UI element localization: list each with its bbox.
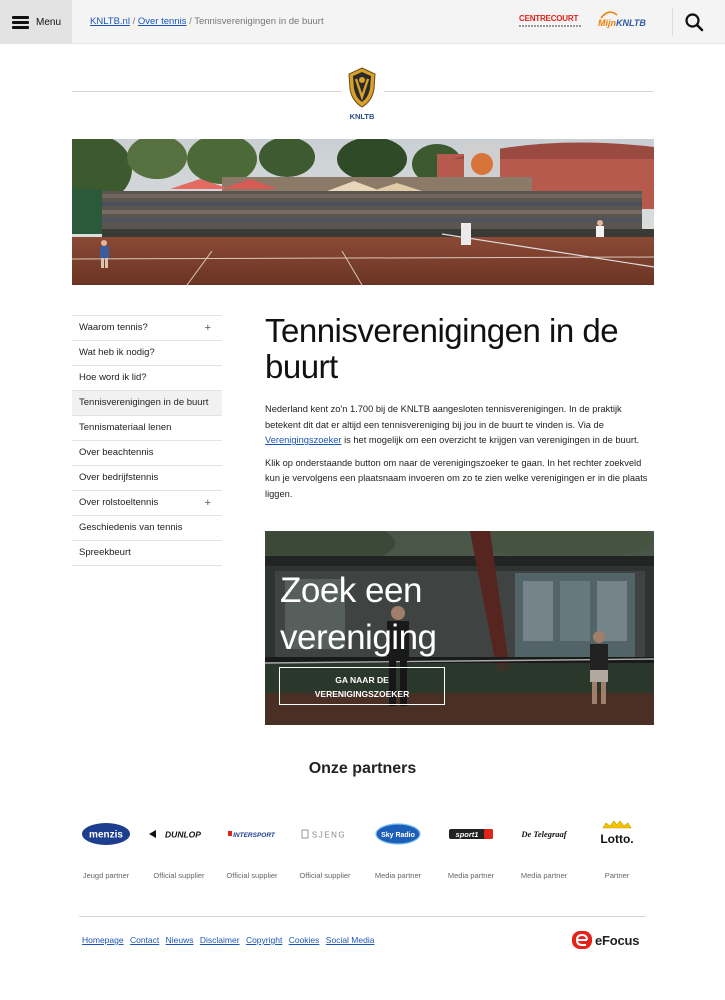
- cta-title-line1: Zoek een: [280, 571, 422, 610]
- sidebar-item-label: Tennisverenigingen in de buurt: [79, 397, 209, 408]
- divider: [672, 8, 673, 36]
- sidebar-item-spreekbeurt[interactable]: [72, 541, 222, 566]
- top-bar: [0, 0, 725, 44]
- centrecourt-logo[interactable]: [519, 14, 581, 31]
- footer-link-nieuws[interactable]: Nieuws: [165, 935, 194, 945]
- knltb-logo-text: KNLTB: [349, 112, 375, 121]
- partner-label: Official supplier: [226, 871, 278, 880]
- svg-text:DUNLOP: DUNLOP: [165, 829, 201, 840]
- partner-telegraaf[interactable]: [508, 818, 580, 883]
- menu-label: Menu: [36, 16, 62, 28]
- footer-link-disclaimer[interactable]: Disclaimer: [199, 935, 240, 945]
- partner-sport1[interactable]: [435, 818, 507, 883]
- sidebar-item-tennisverenigingen[interactable]: [72, 391, 222, 416]
- hamburger-icon: [12, 16, 29, 29]
- partners-title: Onze partners: [308, 760, 417, 777]
- partner-label: Media partner: [447, 871, 495, 880]
- dunlop-logo: [143, 818, 215, 850]
- svg-text:sport1: sport1: [455, 830, 479, 839]
- svg-text:De Telegraaf: De Telegraaf: [521, 829, 567, 839]
- partner-label: Official supplier: [153, 871, 205, 880]
- partner-skyradio[interactable]: [362, 818, 434, 883]
- sidebar-item-label: Over rolstoeltennis: [79, 497, 159, 508]
- intro-paragraph: Nederland kent zo'n 1.700 bij de KNLTB aangesloten tennisverenigingen. In de praktijk betekent dit dat er altijd een tennisvereniging bij jou in de buurt te vinden is. Via de Verenigingszoeker is het mogelijk om een overzicht te krijgen van verenigingen in de buurt.: [265, 404, 640, 446]
- menu-button[interactable]: [0, 0, 72, 44]
- search-icon: [684, 12, 704, 32]
- sidebar-item-label: Spreekbeurt: [79, 547, 131, 558]
- partner-menzis[interactable]: [70, 818, 142, 883]
- sidebar-item-label: Over bedrijfstennis: [79, 472, 159, 483]
- sidebar-item-label: Over beachtennis: [79, 447, 154, 458]
- efocus-icon: [572, 931, 592, 949]
- sidebar-item-tennismateriaal[interactable]: [72, 416, 222, 441]
- efocus-logo[interactable]: [572, 931, 639, 949]
- footer-link-homepage[interactable]: Homepage: [82, 935, 124, 945]
- sjeng-logo: [289, 818, 361, 850]
- sidebar-item-hoe-word-ik-lid[interactable]: [72, 366, 222, 391]
- logo-divider-right: [384, 91, 654, 92]
- main-content: [265, 313, 655, 503]
- footer-link-social-media[interactable]: Social Media: [325, 935, 375, 945]
- skyradio-logo: [362, 818, 434, 850]
- cta-title-line2: vereniging: [280, 618, 437, 657]
- partner-label: Official supplier: [299, 871, 351, 880]
- sidebar-item-bedrijfstennis[interactable]: [72, 466, 222, 491]
- cta-button-line1: GA NAAR DE: [335, 675, 389, 685]
- svg-text:SJENG: SJENG: [311, 830, 347, 840]
- svg-text:menzis: menzis: [89, 829, 123, 841]
- sidebar-item-wat-heb-ik-nodig[interactable]: [72, 341, 222, 366]
- expand-icon[interactable]: +: [204, 497, 211, 509]
- sidebar-item-label: Wat heb ik nodig?: [79, 347, 155, 358]
- zoek-vereniging-banner[interactable]: [265, 531, 654, 725]
- svg-text:Sky Radio: Sky Radio: [381, 832, 415, 839]
- sport1-logo: [435, 818, 507, 850]
- svg-text:INTERSPORT: INTERSPORT: [233, 832, 275, 839]
- partner-label: Media partner: [520, 871, 568, 880]
- expand-icon[interactable]: +: [204, 322, 211, 334]
- footer-links: [82, 935, 378, 945]
- verenigingszoeker-link[interactable]: Verenigingszoeker: [265, 435, 342, 446]
- sidebar-item-geschiedenis[interactable]: [72, 516, 222, 541]
- breadcrumb-current: Tennisverenigingen in de buurt: [194, 16, 324, 27]
- instruction-paragraph: Klik op onderstaande button om naar de verenigingszoeker te gaan. In het rechter zoekveld kun je vervolgens een plaatsnaam invoeren om zo te zien welke verenigingen er in die plaats liggen.: [265, 457, 648, 499]
- centrecourt-logo-text: CENTRECOURT: [519, 14, 579, 23]
- breadcrumb: [90, 16, 324, 27]
- breadcrumb-parent-link[interactable]: Over tennis: [137, 16, 187, 27]
- partner-intersport[interactable]: [216, 818, 288, 883]
- efocus-logo-text: eFocus: [595, 932, 640, 948]
- hero-image: [72, 139, 654, 285]
- mijnknltb-logo[interactable]: [596, 10, 658, 32]
- telegraaf-logo: [508, 818, 580, 850]
- partner-label: Jeugd partner: [82, 871, 130, 880]
- partner-sjeng[interactable]: [289, 818, 361, 883]
- svg-text:Lotto.: Lotto.: [600, 832, 634, 846]
- mijnknltb-logo-part2: KNLTB: [616, 18, 646, 28]
- intersport-logo: [216, 818, 288, 850]
- footer-divider: [79, 916, 646, 917]
- mijnknltb-logo-part1: Mijn: [598, 18, 616, 28]
- partner-label: Media partner: [374, 871, 422, 880]
- verenigingszoeker-button[interactable]: [279, 667, 445, 705]
- sidebar-item-label: Waarom tennis?: [79, 322, 148, 333]
- footer-link-contact[interactable]: Contact: [129, 935, 160, 945]
- menzis-logo: [70, 818, 142, 850]
- page-title: Tennisverenigingen in de buurt: [265, 312, 619, 385]
- partner-lotto[interactable]: [581, 818, 653, 883]
- sidebar-item-label: Tennismateriaal lenen: [79, 422, 172, 433]
- partner-dunlop[interactable]: [143, 818, 215, 883]
- lotto-logo: [581, 818, 653, 850]
- sidebar-item-beachtennis[interactable]: [72, 441, 222, 466]
- cta-button-line2: VERENIGINGSZOEKER: [314, 689, 410, 699]
- breadcrumb-home-link[interactable]: KNLTB.nl: [90, 16, 130, 27]
- knltb-shield-icon: [346, 67, 378, 111]
- breadcrumb-separator: /: [186, 16, 195, 27]
- sidebar-item-label: Geschiedenis van tennis: [79, 522, 183, 533]
- breadcrumb-separator: /: [129, 16, 138, 27]
- partner-label: Partner: [604, 871, 630, 880]
- tennis-club-photo: [72, 139, 654, 285]
- sidebar-item-rolstoeltennis[interactable]: [72, 491, 222, 516]
- footer-link-cookies[interactable]: Cookies: [288, 935, 320, 945]
- sidebar-nav: [72, 315, 222, 566]
- logo-divider-left: [72, 91, 342, 92]
- sidebar-item-waarom-tennis[interactable]: [72, 316, 222, 341]
- footer-link-copyright[interactable]: Copyright: [245, 935, 283, 945]
- sidebar-item-label: Hoe word ik lid?: [79, 372, 147, 383]
- cta-title: [280, 567, 437, 661]
- search-button[interactable]: [684, 12, 704, 32]
